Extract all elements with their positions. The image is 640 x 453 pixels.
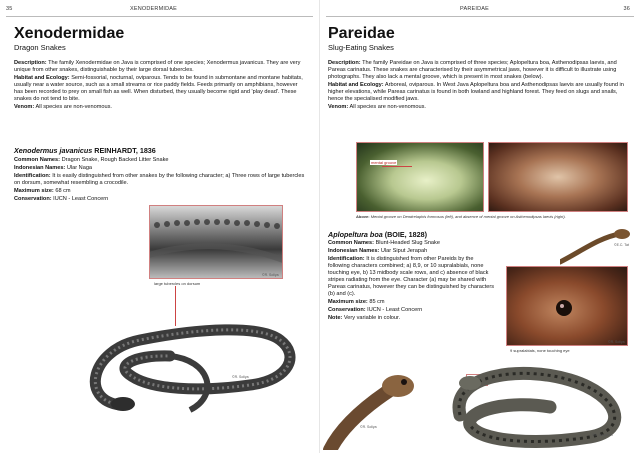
header-rule [326,16,634,17]
conservation: IUCN - Least Concern [367,307,423,313]
family-title: Pareidae [328,25,395,42]
venom-label: Venom: [328,104,349,110]
photo-credit-b: ©R. Soliya [608,340,625,344]
max-size: 68 cm [55,188,71,194]
photo-credit-a: ©E.C. Tat [614,243,629,247]
mental-groove-callout [382,166,412,167]
photo-credit: ©R. Soliya [262,273,279,277]
identification-text: It is distinguished from other Pareids by the following characters combined; a) 8,9, or 10 supralabials, none touching eye, b) 13 midbody scale rows, and c) absence of black stripes radiating from the eye. Character (a) may be shared with Pareas carinatus, however they can be distinguished by characters (b) and (c). [328,256,495,297]
xenodermus-photo [60,280,310,440]
description-label: Description: [328,60,361,66]
page-number: 36 [623,6,630,12]
running-header-left [0,6,319,16]
photo-credit-2: ©R. Soliya [232,375,249,379]
species-name: Xenodermus javanicus [14,146,93,155]
max-size-label: Maximum size: [14,188,54,194]
common-names-label: Common Names: [14,157,61,163]
running-header-right [320,6,640,16]
description-label: Description: [14,60,47,66]
above-label: Above: [356,214,370,219]
tubercles-frame [149,205,283,279]
species-author: (BOIE, 1828) [384,230,428,239]
common-names: Blunt-Headed Slug Snake [375,240,440,246]
species-author: REINHARDT, 1836 [94,146,156,155]
habitat-label: Habitat and Ecology: [14,75,70,81]
species-text [328,240,496,323]
venom-label: Venom: [14,104,35,110]
description-text: The family Pareidae on Java is comprised of three species; Aplopeltura boa, Asthenodipsas laevis, and Pareas carinatus. These snakes are characterised by their asymmetrical jaws, however it is difficult to illustrate using photographs. They also lack a mental groove, which is present in most snakes (below). [328,60,617,80]
callout-line [175,286,176,326]
aplopeltura-head-photo [320,350,430,450]
supralabials-caption: 9 supralabials, none touching eye [510,348,570,353]
above-caption [356,214,628,219]
identification-label: Identification: [14,173,51,179]
mental-groove-frame [356,142,484,212]
habitat-label: Habitat and Ecology: [328,82,384,88]
species-name: Aplopeltura boa [328,230,383,239]
venom-text: All species are non-venomous. [349,104,426,110]
habitat-text: Semi-fossorial, nocturnal, oviparous. Tends to be found in submontane and montane habitats, usually near a water source, such as a small streams or rice paddy fields. Feeds primarily on amphibians, however has been recorded to prey on small fish as well. When disturbed, they usually become rigid and 'play dead'. These snakes do not tend to bite. [14,75,303,102]
photo-credit-d: ©A. Nasution [592,433,613,437]
species-title [328,230,427,239]
conservation-label: Conservation: [328,307,366,313]
tubercles-caption: large tubercles on dorsum [154,281,201,286]
indonesian-names-label: Indonesian Names: [14,165,66,171]
conservation-label: Conservation: [14,196,52,202]
venom-text: All species are non-venomous. [35,104,112,110]
family-title: Xenodermidae [14,25,125,42]
common-names-label: Common Names: [328,240,375,246]
identification-label: Identification: [328,256,365,262]
family-text [328,60,626,112]
head-closeup-frame [506,266,628,346]
family-subtitle: Slug-Eating Snakes [328,43,394,52]
note-text: Very variable in colour. [343,315,401,321]
indonesian-names-label: Indonesian Names: [328,248,380,254]
note-label: Note: [328,315,343,321]
running-head-label: XENODERMIDAE [130,6,178,12]
indonesian-names: Ular Siput Jerapah [380,248,428,254]
description-text: The family Xenodermidae on Java is comprised of one species; Xenodermus javanicus. They are very unique from other snakes, distinguishable by their large dorsal tubercles. [14,60,301,73]
indonesian-names: Ular Naga [66,165,93,171]
max-size: 85 cm [369,299,385,305]
running-head-label: PAREIDAE [460,6,490,12]
max-size-label: Maximum size: [328,299,368,305]
species-text [14,157,306,204]
mental-groove-label: mental groove [371,160,397,165]
header-rule [6,16,313,17]
habitat-text: Arboreal, oviparous. In West Java Aplopeltura boa and Asthenodipsas laevis are usually found in higher elevations, while Pareas carinatus is found in both lowland and highland forest. They feed on slugs and snails, hence the specialised modified jaws. [328,82,624,102]
family-subtitle: Dragon Snakes [14,43,66,52]
no-groove-frame [488,142,628,212]
species-title [14,146,156,155]
conservation: IUCN - Least Concern [53,196,109,202]
common-names: Dragon Snake, Rough Backed Litter Snake [61,157,169,163]
page-number: 35 [6,6,13,12]
photo-credit-c: ©R. Soliya [360,425,377,429]
identification-text: It is easily distinguished from other snakes by the following character; a) Three rows of large tubercles on dorsum, somewhat resembling a crocodile. [14,173,305,186]
page-right [320,0,640,453]
family-text [14,60,306,112]
above-caption-text: Mental groove on Dendrelaphis formosus (left), and absence of mental groove on Asthenodipsas laevis (right). [370,214,566,219]
